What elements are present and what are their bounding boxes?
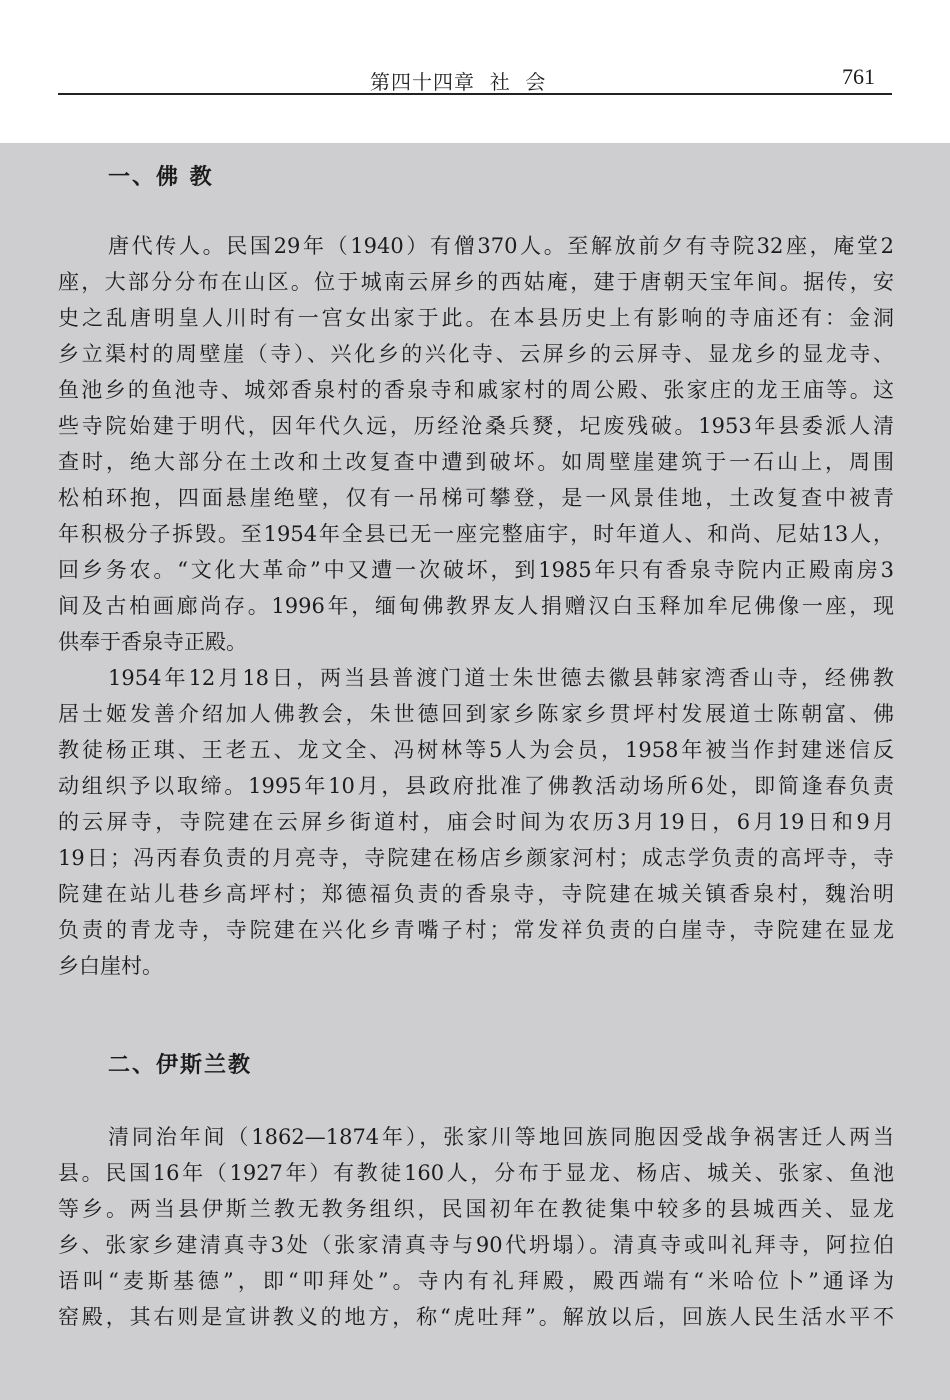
paragraph-line: 负责的青龙寺，寺院建在兴化乡青嘴子村；常发祥负责的白崖寺，寺院建在显龙	[58, 918, 894, 942]
paragraph-line: 鱼池乡的鱼池寺、城郊香泉村的香泉寺和戚家村的周公殿、张家庄的龙王庙等。这	[58, 378, 894, 402]
chapter-title: 第四十四章 社 会	[370, 70, 547, 94]
paragraph-line: 查时，绝大部分在土改和土改复查中遭到破坏。如周壁崖建筑于一石山上，周围	[58, 450, 894, 474]
paragraph-line: 唐代传人。民国29年（1940）有僧370人。至解放前夕有寺院32座，庵堂2	[108, 234, 894, 258]
section-heading-islam: 二、伊斯兰教	[108, 1052, 253, 1078]
paragraph-line: 年积极分子拆毁。至1954年全县已无一座完整庙宇，时年道人、和尚、尼姑13人，	[58, 522, 894, 546]
paragraph-line: 乡、张家乡建清真寺3处（张家清真寺与90代坍塌）。清真寺或叫礼拜寺，阿拉伯	[58, 1233, 894, 1257]
section-heading-buddhism: 一、佛 教	[108, 164, 214, 190]
paragraph-line: 院建在站儿巷乡高坪村；郑德福负责的香泉寺，寺院建在城关镇香泉村，魏治明	[58, 882, 894, 906]
paragraph-line: 松柏环抱，四面悬崖绝壁，仅有一吊梯可攀登，是一风景佳地，土改复查中被青	[58, 486, 894, 510]
page-header	[0, 0, 950, 143]
header-rule	[58, 93, 892, 95]
paragraph-line: 供奉于香泉寺正殿。	[58, 630, 247, 654]
paragraph-line: 居士姬发善介绍加人佛教会，朱世德回到家乡陈家乡贯坪村发展道士陈朝富、佛	[58, 702, 894, 726]
paragraph-line: 座，大部分分布在山区。位于城南云屏乡的西姑庵，建于唐朝天宝年间。据传，安	[58, 270, 894, 294]
paragraph-line: 19日；冯丙春负责的月亮寺，寺院建在杨店乡颜家河村；成志学负责的高坪寺，寺	[58, 846, 894, 870]
paragraph-line: 些寺院始建于明代，因年代久远，历经沧桑兵燹，圮废残破。1953年县委派人清	[58, 414, 894, 438]
paragraph-line: 1954年12月18日，两当县普渡门道士朱世德去徽县韩家湾香山寺，经佛教	[108, 666, 894, 690]
paragraph-line: 乡立渠村的周壁崖（寺）、兴化乡的兴化寺、云屏乡的云屏寺、显龙乡的显龙寺、	[58, 342, 894, 366]
scanned-page-body	[0, 143, 950, 1400]
paragraph-line: 教徒杨正琪、王老五、龙文全、冯树林等5人为会员，1958年被当作封建迷信反	[58, 738, 894, 762]
paragraph-line: 窑殿，其右则是宣讲教义的地方，称“虎吐拜”。解放以后，回族人民生活水平不	[58, 1305, 894, 1329]
paragraph-line: 史之乱唐明皇人川时有一宫女出家于此。在本县历史上有影响的寺庙还有：金洞	[58, 306, 894, 330]
paragraph-line: 等乡。两当县伊斯兰教无教务组织，民国初年在教徒集中较多的县城西关、显龙	[58, 1197, 894, 1221]
paragraph-line: 回乡务农。“文化大革命”中又遭一次破坏，到1985年只有香泉寺院内正殿南房3	[58, 558, 894, 582]
paragraph-line: 语叫“麦斯基德”，即“叩拜处”。寺内有礼拜殿，殿西端有“米哈位卜”通译为	[58, 1269, 894, 1293]
paragraph-line: 的云屏寺，寺院建在云屏乡街道村，庙会时间为农历3月19日，6月19日和9月	[58, 810, 894, 834]
paragraph-line: 乡白崖村。	[58, 954, 163, 978]
paragraph-line: 间及古柏画廊尚存。1996年，缅甸佛教界友人捐赠汉白玉释加牟尼佛像一座，现	[58, 594, 894, 618]
page-number: 761	[842, 64, 875, 89]
paragraph-line: 清同治年间（1862—1874年），张家川等地回族同胞因受战争祸害迁人两当	[108, 1125, 894, 1149]
paragraph-line: 县。民国16年（1927年）有教徒160人，分布于显龙、杨店、城关、张家、鱼池	[58, 1161, 894, 1185]
paragraph-line: 动组织予以取缔。1995年10月，县政府批准了佛教活动场所6处，即简逢春负责	[58, 774, 894, 798]
